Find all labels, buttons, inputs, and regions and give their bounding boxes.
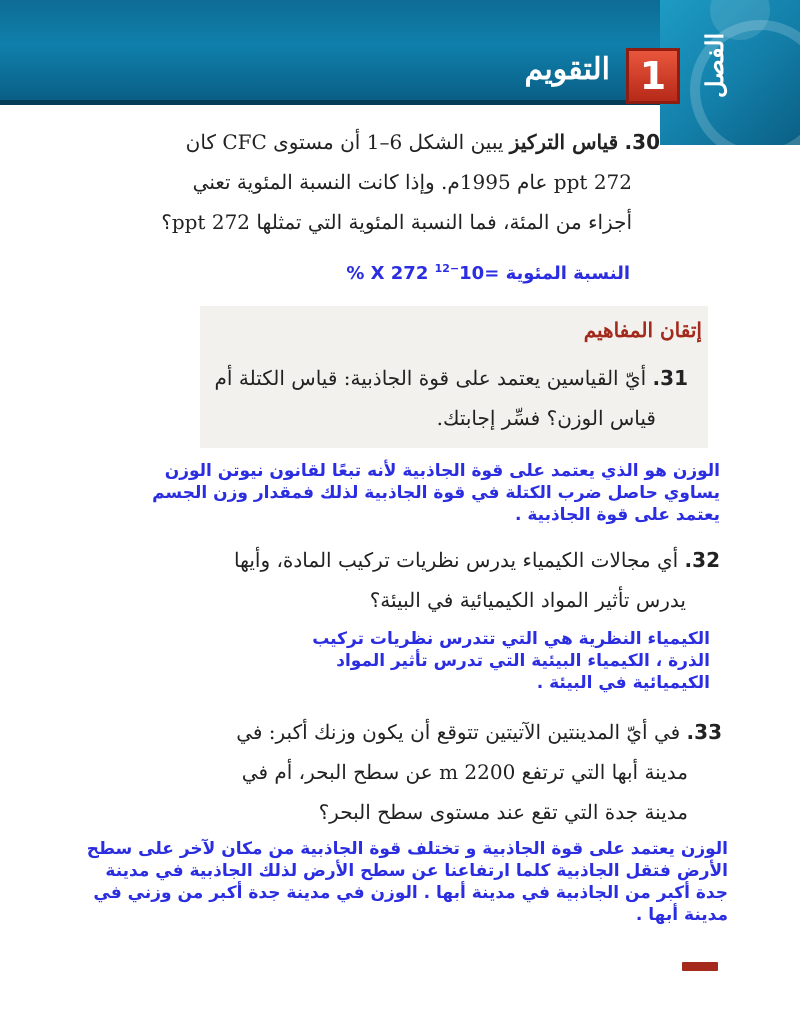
question-30-line-2: 272 ppt عام 1995م. وإذا كانت النسبة المئوية تعني: [192, 170, 632, 194]
question-33-line-3: مدينة جدة التي تقع عند مستوى سطح البحر؟: [318, 800, 688, 824]
question-32-answer: الكيمياء النظرية هي التي تتدرس نظريات تركيب الذرة ، الكيمياء البيئية التي تدرس تأثير المواد الكيميائية في البيئة .: [312, 629, 710, 693]
question-31-line-2: قياس الوزن؟ فسِّر إجابتك.: [436, 406, 656, 430]
question-30-line-1: [140, 122, 660, 162]
chapter-side-label: الفصل: [700, 32, 729, 99]
question-32: [160, 540, 720, 620]
mastery-section-heading: إتقان المفاهيم: [583, 318, 702, 342]
page-marker: [682, 962, 718, 971]
question-31-line-1: [208, 358, 688, 398]
answer-30-label: النسبة المئوية =: [484, 263, 630, 284]
question-32-text-1: أي مجالات الكيمياء يدرس نظريات تركيب المادة، وأيها: [234, 548, 679, 572]
answer-30-exponent: −12: [434, 262, 460, 275]
chapter-number-badge: 1: [626, 48, 680, 104]
question-31-answer: الوزن هو الذي يعتمد على قوة الجاذبية لأنه تبعًا لقانون نيوتن الوزن يساوي حاصل ضرب الكتلة في قوة الجاذبية لذلك فمقدار وزن الجسم يعتمد على قوة الجاذبية .: [152, 461, 720, 525]
question-31: [208, 358, 688, 438]
question-30-number: 30.: [624, 130, 660, 154]
question-30-answer: [330, 262, 630, 284]
question-30-line-3: أجزاء من المئة، فما النسبة المئوية التي تمثلها 272 ppt؟: [161, 210, 632, 234]
question-33-line-2: مدينة أبها التي ترتفع 2200 m عن سطح البحر، أم في: [241, 760, 688, 784]
question-30-title: قياس التركيز: [509, 130, 619, 154]
question-33-number: 33.: [686, 720, 722, 744]
question-33-line-1: [102, 712, 722, 752]
question-33: [102, 712, 722, 832]
question-32-line-1: [160, 540, 720, 580]
question-30: [140, 122, 660, 242]
question-33-text-1: في أيّ المدينتين الآتيتين تتوقع أن يكون وزنك أكبر: في: [236, 720, 681, 744]
page-title: التقويم: [524, 52, 610, 87]
question-31-number: 31.: [652, 366, 688, 390]
question-33-answer: الوزن يعتمد على قوة الجاذبية و تختلف قوة الجاذبية من مكان لآخر على سطح الأرض فتقل الجاذبية كلما ارتفاعنا عن سطح الأرض لذلك الجاذبية في مدينة جدة أكبر من الجاذبية في مدينة أبها . الوزن في مدينة جدة أكبر من وزني في مدينة أبها .: [86, 839, 728, 925]
question-32-line-2: يدرس تأثير المواد الكيميائية في البيئة؟: [369, 588, 686, 612]
question-31-text-1: أيّ القياسين يعتمد على قوة الجاذبية: قياس الكتلة أم: [214, 366, 647, 390]
question-32-number: 32.: [684, 548, 720, 572]
answer-30-power: 10: [459, 263, 485, 284]
answer-30-rest: X 272 %: [346, 263, 429, 284]
question-30-text-1: يبين الشكل 6–1 أن مستوى CFC كان: [185, 130, 504, 154]
